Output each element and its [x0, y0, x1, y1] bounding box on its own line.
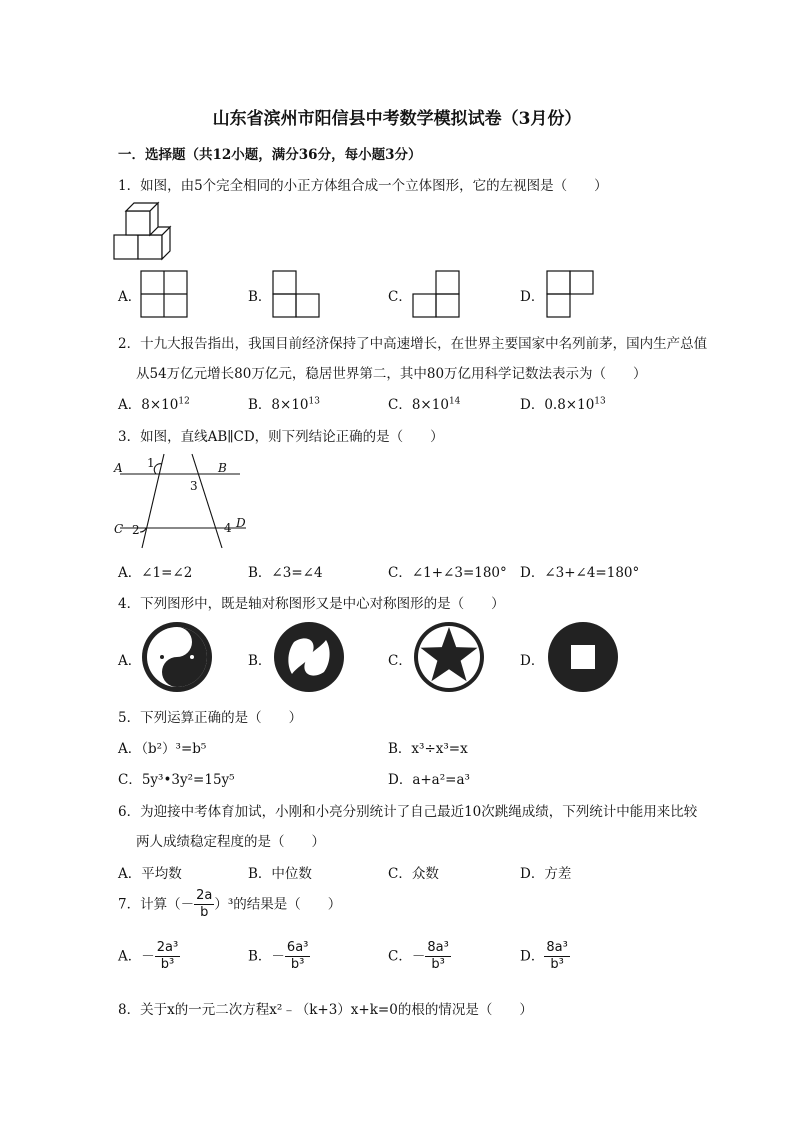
star-in-circle-icon[interactable] [412, 620, 486, 694]
q7-option-b[interactable]: B．－ $\frac{\text{6a³}}{\text{b³}}$ [248, 940, 309, 972]
q2-option-d[interactable]: D．$0.8\times 10^{13}$ [520, 396, 606, 413]
q3-angle-1: 1 [147, 456, 155, 470]
swirl-emblem-icon[interactable] [272, 620, 346, 694]
q3-option-a[interactable]: A．∠1=∠2 [118, 565, 193, 581]
q6-option-d[interactable]: D．方差 [520, 866, 572, 882]
q6-option-b[interactable]: B．中位数 [248, 866, 312, 882]
q1-option-b-label[interactable]: B． [248, 289, 272, 305]
question-5-text: 5．下列运算正确的是（ ） [118, 710, 303, 726]
q4-option-c-label[interactable]: C． [388, 653, 412, 669]
yin-yang-icon[interactable] [140, 620, 214, 694]
q4-option-b-label[interactable]: B． [248, 653, 272, 669]
q3-parallel-lines-figure [112, 452, 252, 550]
question-8-text: 8．关于x的一元二次方程x²﹣（k+3）x+k=0的根的情况是（ ） [118, 1002, 533, 1018]
q3-label-b: B [218, 461, 227, 475]
q7-option-c[interactable]: C．－ $\frac{\text{8a³}}{\text{b³}}$ [388, 940, 449, 972]
q1-option-a-label[interactable]: A． [118, 289, 142, 305]
page-title: 山东省滨州市阳信县中考数学模拟试卷（3月份） [212, 109, 582, 129]
q4-option-d-label[interactable]: D． [520, 653, 545, 669]
section-heading: 一．选择题（共12小题，满分36分，每小题3分） [118, 147, 422, 163]
q3-option-c[interactable]: C．∠1+∠3=180° [388, 565, 507, 581]
question-3-text: 3．如图，直线AB∥CD，则下列结论正确的是（ ） [118, 429, 444, 445]
q1-option-b-figure[interactable] [272, 270, 322, 318]
q3-option-b[interactable]: B．∠3=∠4 [248, 565, 323, 581]
q2-option-b[interactable]: B．$8\times 10^{13}$ [248, 396, 320, 413]
q3-angle-2: 2 [132, 523, 140, 537]
q4-option-a-label[interactable]: A． [118, 653, 142, 669]
question-4-text: 4．下列图形中，既是轴对称图形又是中心对称图形的是（ ） [118, 596, 505, 612]
q1-cube-figure [112, 201, 184, 261]
question-7-text: 7．计算（－ $\frac{2a}{b}$ ）³的结果是（ ） [118, 888, 342, 920]
q6-option-a[interactable]: A．平均数 [118, 866, 182, 882]
q2-option-c[interactable]: C．$8\times 10^{14}$ [388, 396, 461, 413]
q5-option-d[interactable]: D．a+a²=a³ [388, 772, 470, 788]
square-hole-coin-icon[interactable] [546, 620, 620, 694]
q7-option-d[interactable]: D． $\frac{\text{8a³}}{\text{b³}}$ [520, 940, 568, 972]
q3-angle-3: 3 [190, 479, 198, 493]
q3-option-d[interactable]: D．∠3+∠4=180° [520, 565, 640, 581]
question-6-line1: 6．为迎接中考体育加试，小刚和小亮分别统计了自己最近10次跳绳成绩，下列统计中能用来比较 [118, 804, 698, 820]
q5-option-c[interactable]: C．5y³•3y²=15y⁵ [118, 772, 235, 788]
q5-option-b[interactable]: B．x³÷x³=x [388, 741, 468, 757]
question-1-text: 1．如图，由5个完全相同的小正方体组合成一个立体图形，它的左视图是（ ） [118, 178, 608, 194]
q1-option-c-label[interactable]: C． [388, 289, 412, 305]
question-2-line1: 2．十九大报告指出，我国目前经济保持了中高速增长，在世界主要国家中名列前茅，国内生产总值 [118, 336, 708, 352]
q3-label-c: C [114, 522, 124, 536]
q1-option-d-label[interactable]: D． [520, 289, 545, 305]
q6-option-c[interactable]: C．众数 [388, 866, 439, 882]
q1-option-d-figure[interactable] [546, 270, 596, 318]
q3-label-a: A [114, 461, 123, 475]
q5-option-a[interactable]: A．（b²）³=b⁵ [118, 741, 207, 757]
q7-option-a[interactable]: A．－ $\frac{\text{2a³}}{\text{b³}}$ [118, 940, 179, 972]
q3-label-d: D [236, 516, 246, 530]
q3-angle-4: 4 [224, 521, 232, 535]
question-6-line2: 两人成绩稳定程度的是（ ） [136, 834, 325, 850]
q2-option-a[interactable]: A．$8\times 10^{12}$ [118, 396, 190, 413]
q1-option-c-figure[interactable] [412, 270, 462, 318]
question-2-line2: 从54万亿元增长80万亿元，稳居世界第二，其中80万亿用科学记数法表示为（ ） [136, 366, 647, 382]
q1-option-a-figure[interactable] [140, 270, 188, 318]
